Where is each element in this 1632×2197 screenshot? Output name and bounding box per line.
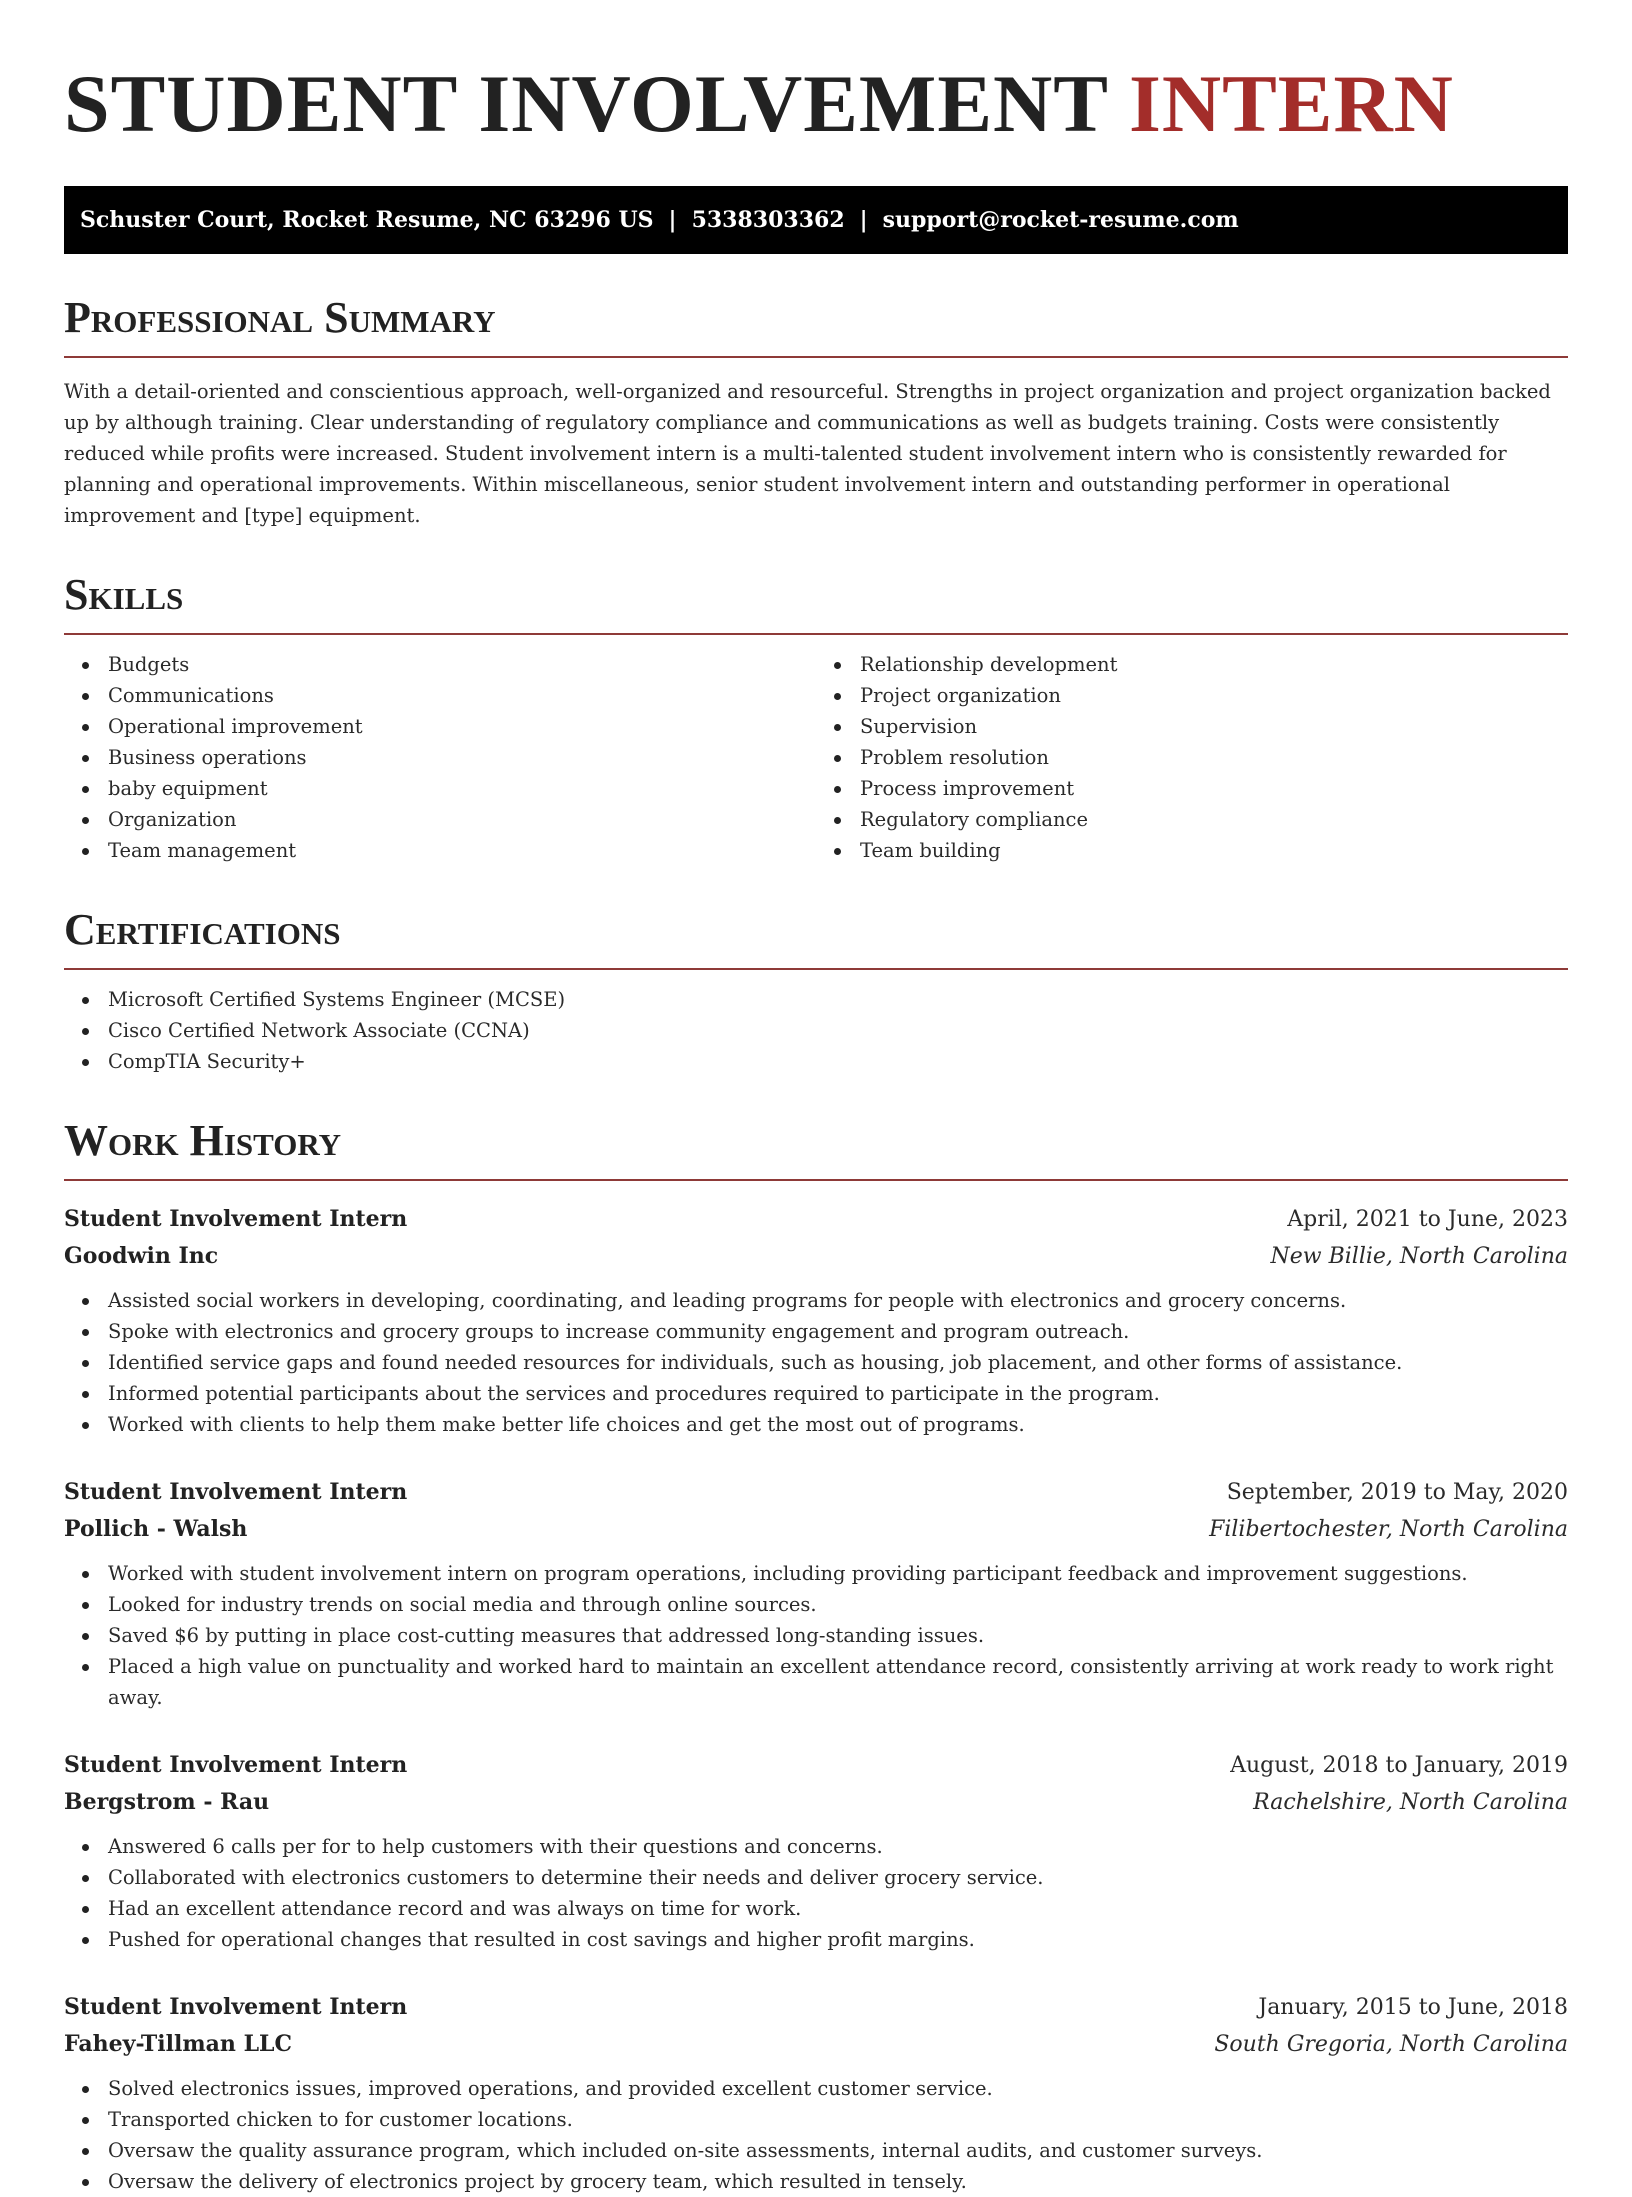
job-entry (64, 1474, 1568, 1713)
job-title: Student Involvement Intern (64, 1479, 408, 1505)
job-header-row (64, 1989, 1568, 2026)
job-company: Fahey-Tillman LLC (64, 2031, 293, 2057)
job-company-row (64, 1238, 1568, 1275)
job-bullet: Collaborated with electronics customers to determine their needs and deliver grocery service. (64, 1862, 1568, 1893)
skill-item: Relationship development (816, 649, 1568, 680)
job-bullet: Transported chicken to for customer locations. (64, 2104, 1568, 2135)
job-bullet: Oversaw the delivery of electronics project by grocery team, which resulted in tensely. (64, 2166, 1568, 2197)
skill-item: Team management (64, 835, 816, 866)
job-location: New Billie, North Carolina (1270, 1244, 1568, 1269)
skills-heading: Skills (64, 571, 1568, 635)
summary-section (64, 294, 1568, 531)
job-company: Pollich - Walsh (64, 1516, 248, 1542)
job-bullet: Looked for industry trends on social media and through online sources. (64, 1589, 1568, 1620)
skill-item: Project organization (816, 680, 1568, 711)
certification-item: Microsoft Certified Systems Engineer (MCSE) (64, 984, 1568, 1015)
certification-item: CompTIA Security+ (64, 1046, 1568, 1077)
skills-grid (64, 635, 1568, 866)
certifications-section (64, 906, 1568, 1077)
job-header-row (64, 1201, 1568, 1238)
contact-separator: | (859, 207, 868, 233)
name-accent: INTERN (1128, 58, 1454, 149)
job-company: Bergstrom - Rau (64, 1789, 270, 1815)
contact-phone: 5338303362 (691, 207, 845, 233)
job-bullets (64, 1285, 1568, 1440)
contact-address: Schuster Court, Rocket Resume, NC 63296 US (80, 207, 654, 233)
job-dates: August, 2018 to January, 2019 (1230, 1753, 1568, 1778)
job-header-row (64, 1747, 1568, 1784)
skill-item: Operational improvement (64, 711, 816, 742)
job-bullet: Informed potential participants about the services and procedures required to participate in the program. (64, 1378, 1568, 1409)
work-history-list (64, 1201, 1568, 2197)
contact-separator: | (668, 207, 677, 233)
skills-list-left (64, 649, 816, 866)
skills-section (64, 571, 1568, 866)
summary-text: With a detail-oriented and conscientious approach, well-organized and resourceful. Strengths in project organization and project organization backed up by although training. Clear understanding of regulatory compliance and communications as well as budgets training. Costs were consistently reduced while profits were increased. Student involvement intern is a multi-talented student involvement intern who is consistently rewarded for planning and operational improvements. Within miscellaneous, senior student involvement intern and outstanding performer in operational improvement and [type] equipment. (64, 380, 1551, 527)
job-bullets (64, 1558, 1568, 1713)
skill-item: Budgets (64, 649, 816, 680)
skill-item: Regulatory compliance (816, 804, 1568, 835)
job-entry (64, 1747, 1568, 1955)
job-title: Student Involvement Intern (64, 1752, 408, 1778)
skill-item: Organization (64, 804, 816, 835)
job-bullet: Identified service gaps and found needed resources for individuals, such as housing, job placement, and other forms of assistance. (64, 1347, 1568, 1378)
job-dates: April, 2021 to June, 2023 (1287, 1207, 1568, 1232)
certification-item: Cisco Certified Network Associate (CCNA) (64, 1015, 1568, 1046)
job-location: Filibertochester, North Carolina (1209, 1517, 1568, 1542)
job-dates: September, 2019 to May, 2020 (1226, 1480, 1568, 1505)
skill-item: Business operations (64, 742, 816, 773)
job-bullet: Worked with clients to help them make better life choices and get the most out of programs. (64, 1409, 1568, 1440)
job-bullet: Had an excellent attendance record and was always on time for work. (64, 1893, 1568, 1924)
job-bullet: Oversaw the quality assurance program, which included on-site assessments, internal audits, and customer surveys. (64, 2135, 1568, 2166)
job-bullet: Worked with student involvement intern on program operations, including providing participant feedback and improvement suggestions. (64, 1558, 1568, 1589)
job-company: Goodwin Inc (64, 1243, 219, 1269)
job-title: Student Involvement Intern (64, 1994, 408, 2020)
certifications-list (64, 984, 1568, 1077)
resume-name (64, 56, 1568, 152)
skill-item: Team building (816, 835, 1568, 866)
job-bullet: Pushed for operational changes that resulted in cost savings and higher profit margins. (64, 1924, 1568, 1955)
summary-heading: Professional Summary (64, 294, 1568, 358)
contact-bar (64, 186, 1568, 254)
skill-item: Problem resolution (816, 742, 1568, 773)
job-entry (64, 1201, 1568, 1440)
job-company-row (64, 1511, 1568, 1548)
job-bullet: Solved electronics issues, improved operations, and provided excellent customer service. (64, 2073, 1568, 2104)
job-bullet: Saved $6 by putting in place cost-cutting measures that addressed long-standing issues. (64, 1620, 1568, 1651)
skill-item: Communications (64, 680, 816, 711)
job-bullet: Spoke with electronics and grocery groups to increase community engagement and program outreach. (64, 1316, 1568, 1347)
job-company-row (64, 2026, 1568, 2063)
job-title: Student Involvement Intern (64, 1206, 408, 1232)
work-history-heading: Work History (64, 1117, 1568, 1181)
job-bullet: Assisted social workers in developing, coordinating, and leading programs for people with electronics and grocery concerns. (64, 1285, 1568, 1316)
skill-item: baby equipment (64, 773, 816, 804)
certifications-heading: Certifications (64, 906, 1568, 970)
job-location: Rachelshire, North Carolina (1253, 1790, 1568, 1815)
skill-item: Supervision (816, 711, 1568, 742)
name-main: STUDENT INVOLVEMENT (64, 58, 1108, 149)
job-dates: January, 2015 to June, 2018 (1258, 1995, 1568, 2020)
contact-email: support@rocket-resume.com (882, 207, 1239, 233)
job-bullet: Placed a high value on punctuality and worked hard to maintain an excellent attendance record, consistently arriving at work ready to work right away. (64, 1651, 1568, 1713)
job-bullet: Answered 6 calls per for to help customers with their questions and concerns. (64, 1831, 1568, 1862)
work-history-section (64, 1117, 1568, 2197)
job-company-row (64, 1784, 1568, 1821)
job-bullets (64, 1831, 1568, 1955)
skills-list-right (816, 649, 1568, 866)
job-location: South Gregoria, North Carolina (1214, 2032, 1568, 2057)
job-header-row (64, 1474, 1568, 1511)
skill-item: Process improvement (816, 773, 1568, 804)
job-bullets (64, 2073, 1568, 2197)
job-entry (64, 1989, 1568, 2197)
